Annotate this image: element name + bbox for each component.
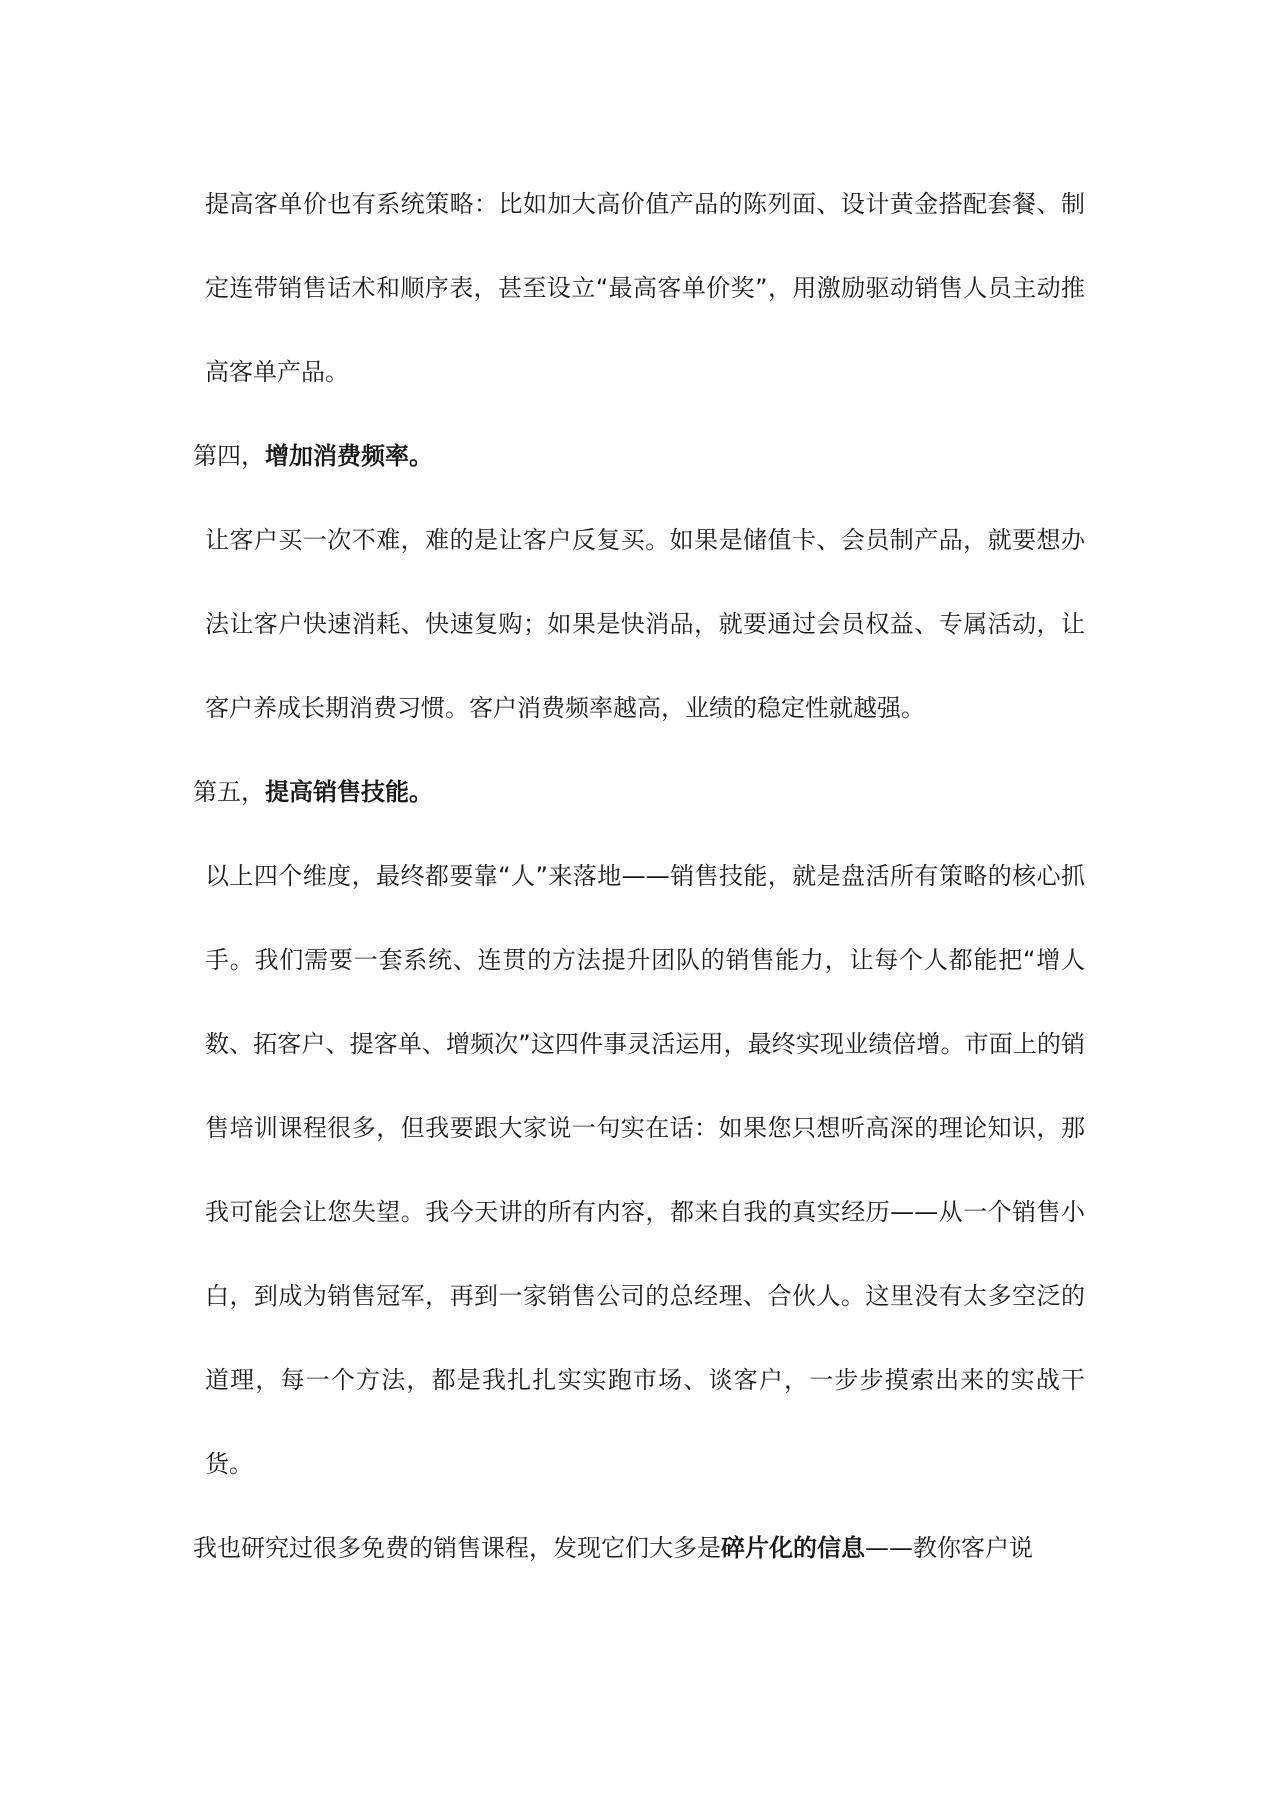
paragraph-customer-price: 提高客单价也有系统策略：比如加大高价值产品的陈列面、设计黄金搭配套餐、制定连带销售话术和顺序表，甚至设立“最高客单价奖”，用激励驱动销售人员主动推高客单产品。 [205,190,1085,386]
section-heading-4 [193,414,1085,498]
section-heading-5 [193,750,1085,834]
paragraph-frequency: 让客户买一次不难，难的是让客户反复买。如果是储值卡、会员制产品，就要想办法让客户快速消耗、快速复购；如果是快消品，就要通过会员权益、专属活动，让客户养成长期消费习惯。客户消费频率越高，业绩的稳定性就越强。 [205,526,1085,722]
document-body [193,162,1085,1590]
paragraph-free-courses [193,1506,1085,1590]
heading-title: 提高销售技能。 [265,778,433,806]
paragraph-emphasis: 碎片化的信息 [721,1534,865,1562]
heading-prefix: 第四， [193,442,265,470]
heading-title: 增加消费频率。 [265,442,433,470]
paragraph-text-end: ——教你客户说 [865,1534,1033,1562]
paragraph-sales-skills: 以上四个维度，最终都要靠“人”来落地——销售技能，就是盘活所有策略的核心抓手。我们需要一套系统、连贯的方法提升团队的销售能力，让每个人都能把“增人数、拓客户、提客单、增频次”这四件事灵活运用，最终实现业绩倍增。市面上的销售培训课程很多，但我要跟大家说一句实在话：如果您只想听高深的理论知识，那我可能会让您失望。我今天讲的所有内容，都来自我的真实经历——从一个销售小白，到成为销售冠军，再到一家销售公司的总经理、合伙人。这里没有太多空泛的道理，每一个方法，都是我扎扎实实跑市场、谈客户，一步步摸索出来的实战干货。 [205,862,1085,1478]
heading-prefix: 第五， [193,778,265,806]
paragraph-text-start: 我也研究过很多免费的销售课程，发现它们大多是 [193,1534,721,1562]
